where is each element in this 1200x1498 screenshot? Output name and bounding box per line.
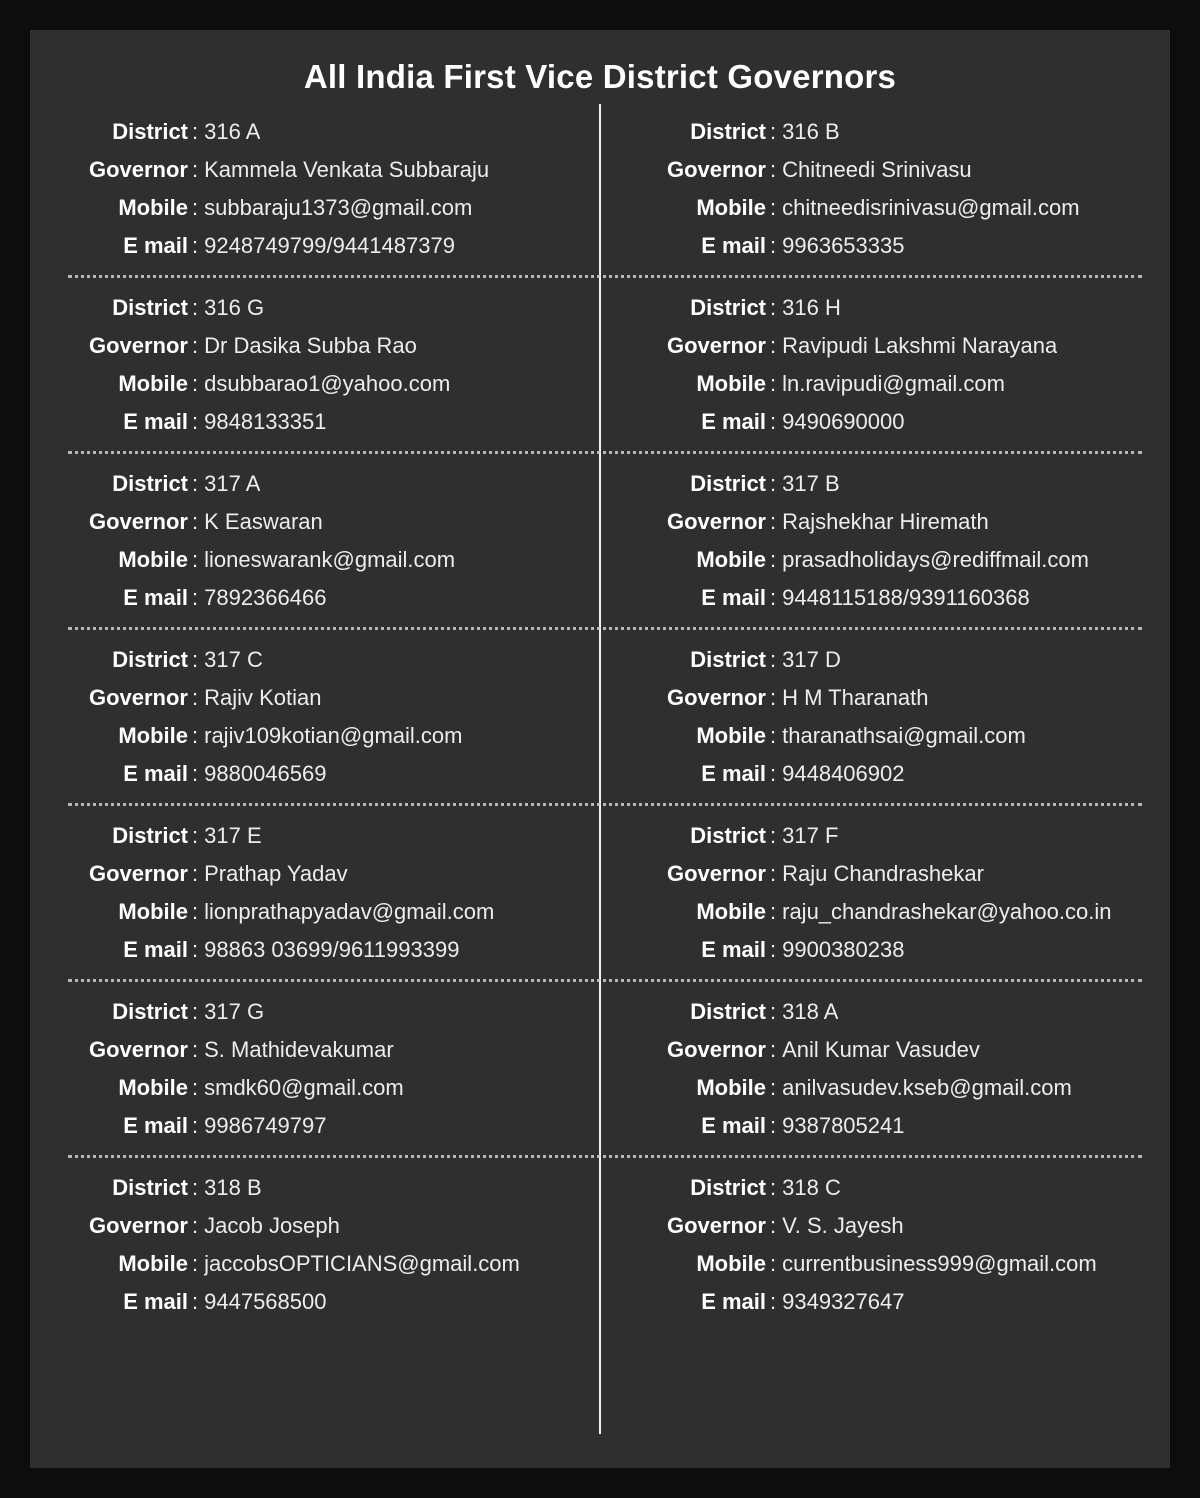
colon: :: [770, 233, 777, 258]
governor-value: H M Tharanath: [782, 685, 929, 710]
district-value: 316 A: [204, 119, 261, 144]
colon: :: [770, 157, 777, 182]
email-value: 9880046569: [204, 761, 327, 786]
email-label: E mail: [123, 409, 188, 434]
colon: :: [192, 233, 199, 258]
district-value: 317 A: [204, 471, 261, 496]
colon: :: [770, 861, 777, 886]
governor-card: [30, 280, 600, 449]
district-line: [70, 993, 592, 1031]
governor-value: Jacob Joseph: [204, 1213, 340, 1238]
governor-label: Governor: [88, 685, 188, 710]
email-value: 9248749799/9441487379: [204, 233, 455, 258]
mobile-label: Mobile: [696, 1251, 766, 1276]
governor-value: Dr Dasika Subba Rao: [204, 333, 417, 358]
governor-label: Governor: [666, 333, 766, 358]
mobile-value: anilvasudev.kseb@gmail.com: [782, 1075, 1072, 1100]
colon: :: [770, 1175, 777, 1200]
governor-card: [600, 280, 1170, 449]
colon: :: [192, 1251, 199, 1276]
colon: :: [770, 1213, 777, 1238]
colon: :: [770, 295, 777, 320]
colon: :: [770, 547, 777, 572]
governor-card: [600, 632, 1170, 801]
colon: :: [770, 1289, 777, 1314]
email-value: 9448406902: [782, 761, 905, 786]
district-line: [648, 1169, 1162, 1207]
governor-card: [30, 808, 600, 977]
governor-line: [648, 1207, 1162, 1245]
colon: :: [770, 723, 777, 748]
colon: :: [770, 119, 777, 144]
mobile-label: Mobile: [696, 547, 766, 572]
mobile-label: Mobile: [696, 723, 766, 748]
mobile-line: [70, 1245, 592, 1283]
governor-label: Governor: [666, 685, 766, 710]
mobile-label: Mobile: [696, 371, 766, 396]
district-value: 317 D: [782, 647, 841, 672]
governor-line: [70, 151, 592, 189]
colon: :: [770, 999, 777, 1024]
governor-card: [600, 1160, 1170, 1329]
colon: :: [192, 509, 199, 534]
district-value: 316 H: [782, 295, 841, 320]
email-value: 9900380238: [782, 937, 905, 962]
colon: :: [770, 585, 777, 610]
mobile-value: rajiv109kotian@gmail.com: [204, 723, 463, 748]
governor-line: [70, 679, 592, 717]
email-line: [648, 931, 1162, 969]
email-line: [70, 403, 592, 441]
email-line: [70, 755, 592, 793]
district-label: District: [112, 295, 188, 320]
page-title: All India First Vice District Governors: [303, 58, 897, 95]
colon: :: [770, 685, 777, 710]
colon: :: [770, 647, 777, 672]
district-label: District: [112, 1175, 188, 1200]
governor-line: [648, 1031, 1162, 1069]
mobile-line: [648, 1069, 1162, 1107]
mobile-label: Mobile: [118, 371, 188, 396]
email-line: [648, 403, 1162, 441]
colon: :: [192, 647, 199, 672]
district-value: 317 C: [204, 647, 263, 672]
mobile-line: [70, 893, 592, 931]
district-value: 317 G: [204, 999, 265, 1024]
mobile-line: [70, 541, 592, 579]
mobile-value: jaccobsOPTICIANS@gmail.com: [204, 1251, 520, 1276]
email-line: [648, 1283, 1162, 1321]
email-value: 9447568500: [204, 1289, 327, 1314]
email-value: 9986749797: [204, 1113, 327, 1138]
colon: :: [770, 1037, 777, 1062]
mobile-label: Mobile: [118, 195, 188, 220]
mobile-label: Mobile: [696, 195, 766, 220]
governor-line: [70, 327, 592, 365]
colon: :: [770, 823, 777, 848]
mobile-value: ln.ravipudi@gmail.com: [782, 371, 1005, 396]
governor-label: Governor: [88, 861, 188, 886]
row-divider: [68, 451, 1142, 454]
governor-card: [30, 104, 600, 273]
email-line: [70, 1107, 592, 1145]
governor-value: Anil Kumar Vasudev: [782, 1037, 980, 1062]
email-label: E mail: [701, 1113, 766, 1138]
district-label: District: [690, 647, 766, 672]
district-line: [70, 817, 592, 855]
district-value: 316 B: [782, 119, 840, 144]
governor-card: [600, 104, 1170, 273]
district-value: 317 F: [782, 823, 839, 848]
colon: :: [192, 295, 199, 320]
governor-value: K Easwaran: [204, 509, 323, 534]
email-value: 9448115188/9391160368: [782, 585, 1030, 610]
district-line: [648, 641, 1162, 679]
colon: :: [770, 899, 777, 924]
email-line: [70, 579, 592, 617]
district-line: [70, 641, 592, 679]
email-label: E mail: [701, 585, 766, 610]
governor-card: [600, 808, 1170, 977]
email-value: 98863 03699/9611993399: [204, 937, 460, 962]
email-line: [648, 1107, 1162, 1145]
email-label: E mail: [123, 233, 188, 258]
mobile-line: [648, 541, 1162, 579]
colon: :: [192, 1113, 199, 1138]
mobile-value: subbaraju1373@gmail.com: [204, 195, 473, 220]
governor-label: Governor: [88, 333, 188, 358]
colon: :: [192, 157, 199, 182]
mobile-label: Mobile: [696, 899, 766, 924]
email-value: 9848133351: [204, 409, 327, 434]
district-value: 318 A: [782, 999, 839, 1024]
colon: :: [192, 585, 199, 610]
governor-line: [648, 855, 1162, 893]
column-divider: [599, 104, 601, 1434]
email-value: 9963653335: [782, 233, 905, 258]
district-label: District: [112, 647, 188, 672]
governor-value: Chitneedi Srinivasu: [782, 157, 972, 182]
colon: :: [192, 547, 199, 572]
colon: :: [192, 1213, 199, 1238]
governor-card: [30, 456, 600, 625]
district-label: District: [690, 295, 766, 320]
mobile-line: [70, 189, 592, 227]
email-value: 9349327647: [782, 1289, 905, 1314]
mobile-value: prasadholidays@rediffmail.com: [782, 547, 1089, 572]
governors-grid: [30, 104, 1170, 1329]
email-line: [70, 1283, 592, 1321]
mobile-line: [70, 1069, 592, 1107]
colon: :: [770, 371, 777, 396]
governor-line: [70, 1207, 592, 1245]
row-divider: [68, 275, 1142, 278]
colon: :: [770, 471, 777, 496]
governor-label: Governor: [666, 861, 766, 886]
district-label: District: [690, 471, 766, 496]
governor-label: Governor: [666, 509, 766, 534]
colon: :: [770, 761, 777, 786]
colon: :: [192, 1175, 199, 1200]
district-label: District: [690, 999, 766, 1024]
mobile-line: [70, 717, 592, 755]
colon: :: [770, 1113, 777, 1138]
colon: :: [770, 409, 777, 434]
mobile-line: [648, 189, 1162, 227]
colon: :: [192, 761, 199, 786]
mobile-label: Mobile: [118, 547, 188, 572]
colon: :: [770, 1251, 777, 1276]
governor-card: [600, 456, 1170, 625]
district-line: [648, 113, 1162, 151]
governor-label: Governor: [666, 1213, 766, 1238]
governor-label: Governor: [666, 1037, 766, 1062]
district-line: [70, 465, 592, 503]
email-label: E mail: [701, 1289, 766, 1314]
colon: :: [192, 999, 199, 1024]
governor-value: S. Mathidevakumar: [204, 1037, 394, 1062]
district-line: [70, 1169, 592, 1207]
row-divider: [68, 803, 1142, 806]
colon: :: [192, 1075, 199, 1100]
email-value: 9387805241: [782, 1113, 905, 1138]
colon: :: [192, 861, 199, 886]
district-value: 316 G: [204, 295, 265, 320]
email-label: E mail: [701, 937, 766, 962]
district-line: [70, 289, 592, 327]
row-divider: [68, 627, 1142, 630]
mobile-label: Mobile: [696, 1075, 766, 1100]
colon: :: [770, 509, 777, 534]
email-label: E mail: [701, 761, 766, 786]
email-label: E mail: [701, 233, 766, 258]
colon: :: [192, 823, 199, 848]
colon: :: [192, 937, 199, 962]
mobile-value: smdk60@gmail.com: [204, 1075, 404, 1100]
governor-card: [600, 984, 1170, 1153]
district-line: [648, 993, 1162, 1031]
governor-card: [30, 1160, 600, 1329]
colon: :: [770, 937, 777, 962]
colon: :: [192, 195, 199, 220]
email-line: [70, 931, 592, 969]
email-label: E mail: [123, 585, 188, 610]
district-line: [648, 289, 1162, 327]
mobile-line: [648, 893, 1162, 931]
governor-line: [648, 679, 1162, 717]
email-value: 9490690000: [782, 409, 905, 434]
governor-line: [648, 503, 1162, 541]
email-line: [648, 579, 1162, 617]
district-value: 318 C: [782, 1175, 841, 1200]
colon: :: [192, 471, 199, 496]
row-divider: [68, 979, 1142, 982]
colon: :: [770, 195, 777, 220]
governor-line: [648, 327, 1162, 365]
governor-label: Governor: [88, 1037, 188, 1062]
governor-label: Governor: [88, 157, 188, 182]
email-value: 7892366466: [204, 585, 327, 610]
governor-label: Governor: [88, 509, 188, 534]
governor-card: [30, 984, 600, 1153]
mobile-line: [648, 717, 1162, 755]
governor-card: [30, 632, 600, 801]
district-label: District: [112, 823, 188, 848]
mobile-label: Mobile: [118, 899, 188, 924]
governor-value: Kammela Venkata Subbaraju: [204, 157, 490, 182]
mobile-label: Mobile: [118, 1075, 188, 1100]
row-divider: [68, 1155, 1142, 1158]
mobile-value: dsubbarao1@yahoo.com: [204, 371, 451, 396]
district-label: District: [112, 119, 188, 144]
email-label: E mail: [123, 1113, 188, 1138]
district-value: 317 E: [204, 823, 262, 848]
governor-line: [70, 1031, 592, 1069]
mobile-value: currentbusiness999@gmail.com: [782, 1251, 1097, 1276]
governor-label: Governor: [666, 157, 766, 182]
mobile-line: [648, 365, 1162, 403]
district-line: [648, 817, 1162, 855]
district-label: District: [690, 119, 766, 144]
colon: :: [192, 723, 199, 748]
mobile-line: [648, 1245, 1162, 1283]
mobile-value: chitneedisrinivasu@gmail.com: [782, 195, 1080, 220]
colon: :: [192, 899, 199, 924]
mobile-value: raju_chandrashekar@yahoo.co.in: [782, 899, 1112, 924]
colon: :: [192, 685, 199, 710]
governor-label: Governor: [88, 1213, 188, 1238]
district-line: [70, 113, 592, 151]
email-label: E mail: [123, 937, 188, 962]
colon: :: [770, 1075, 777, 1100]
colon: :: [192, 1037, 199, 1062]
email-label: E mail: [701, 409, 766, 434]
governor-line: [70, 503, 592, 541]
governor-value: Raju Chandrashekar: [782, 861, 984, 886]
district-label: District: [112, 999, 188, 1024]
colon: :: [192, 371, 199, 396]
district-label: District: [690, 1175, 766, 1200]
governor-line: [70, 855, 592, 893]
district-label: District: [112, 471, 188, 496]
governor-value: V. S. Jayesh: [782, 1213, 904, 1238]
district-value: 317 B: [782, 471, 840, 496]
governor-value: Prathap Yadav: [204, 861, 348, 886]
mobile-line: [70, 365, 592, 403]
mobile-value: lioneswarank@gmail.com: [204, 547, 456, 572]
colon: :: [192, 333, 199, 358]
colon: :: [192, 1289, 199, 1314]
district-value: 318 B: [204, 1175, 262, 1200]
district-line: [648, 465, 1162, 503]
governor-line: [648, 151, 1162, 189]
district-label: District: [690, 823, 766, 848]
email-line: [648, 755, 1162, 793]
governor-value: Rajshekhar Hiremath: [782, 509, 989, 534]
email-line: [70, 227, 592, 265]
email-label: E mail: [123, 761, 188, 786]
colon: :: [770, 333, 777, 358]
mobile-label: Mobile: [118, 1251, 188, 1276]
colon: :: [192, 409, 199, 434]
mobile-value: tharanathsai@gmail.com: [782, 723, 1026, 748]
email-line: [648, 227, 1162, 265]
colon: :: [192, 119, 199, 144]
mobile-label: Mobile: [118, 723, 188, 748]
mobile-value: lionprathapyadav@gmail.com: [204, 899, 495, 924]
email-label: E mail: [123, 1289, 188, 1314]
governor-value: Ravipudi Lakshmi Narayana: [782, 333, 1058, 358]
document-page: [30, 30, 1170, 1468]
governor-value: Rajiv Kotian: [204, 685, 322, 710]
